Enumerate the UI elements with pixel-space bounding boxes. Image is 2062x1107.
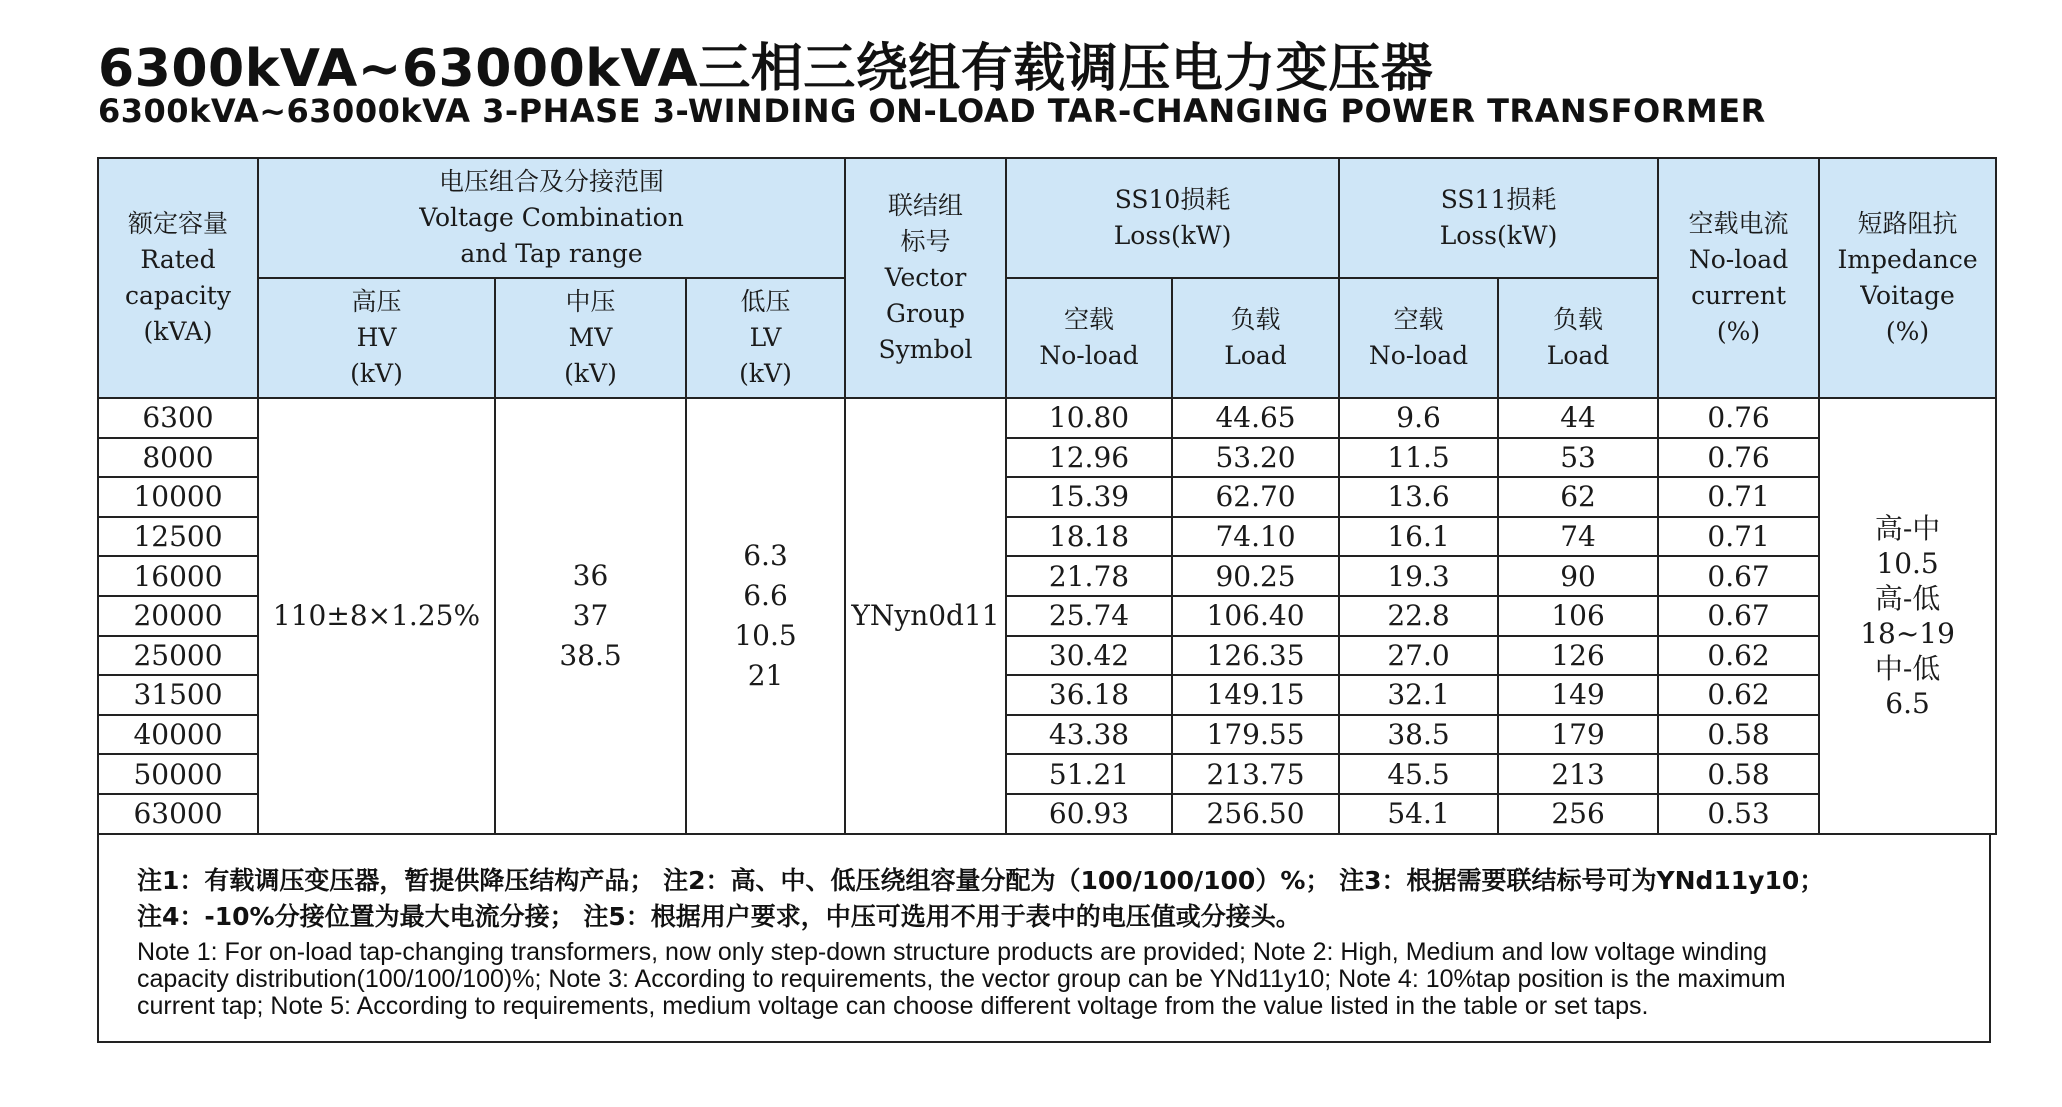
cell-ss11-no-load: 16.1 xyxy=(1339,517,1498,557)
table-row xyxy=(98,398,1996,438)
cell-no-load-current: 0.62 xyxy=(1658,636,1819,676)
cell-mv-values: 36 37 38.5 xyxy=(495,398,686,834)
cell-ss10-load: 53.20 xyxy=(1172,438,1339,478)
note-en xyxy=(137,939,1989,1020)
cell-no-load-current: 0.58 xyxy=(1658,754,1819,794)
cell-lv-values: 6.3 6.6 10.5 21 xyxy=(686,398,845,834)
cell-ss11-no-load: 32.1 xyxy=(1339,675,1498,715)
header-voltage-combination: 电压组合及分接范围 Voltage Combination and Tap range xyxy=(258,158,845,278)
cell-ss10-no-load: 51.21 xyxy=(1006,754,1172,794)
cell-ss10-load: 213.75 xyxy=(1172,754,1339,794)
note-en-line-1: Note 1: For on-load tap-changing transformers, now only step-down structure products are provided; Note 2: High, Medium and low voltage winding xyxy=(137,938,1768,966)
cell-capacity: 20000 xyxy=(98,596,258,636)
cell-ss10-load: 90.25 xyxy=(1172,556,1339,596)
cell-impedance-values: 高-中 10.5 高-低 18~19 中-低 6.5 xyxy=(1819,398,1996,834)
page-title-cn: 6300kVA~63000kVA三相三绕组有载调压电力变压器 xyxy=(98,39,1434,99)
cell-ss11-no-load: 54.1 xyxy=(1339,794,1498,834)
cell-ss10-no-load: 21.78 xyxy=(1006,556,1172,596)
cell-no-load-current: 0.67 xyxy=(1658,556,1819,596)
cell-ss11-no-load: 13.6 xyxy=(1339,477,1498,517)
cell-ss10-no-load: 60.93 xyxy=(1006,794,1172,834)
cell-capacity: 12500 xyxy=(98,517,258,557)
cell-ss10-no-load: 30.42 xyxy=(1006,636,1172,676)
notes-section xyxy=(97,835,1991,1043)
cell-ss11-load: 44 xyxy=(1498,398,1658,438)
header-ss11-loss: SS11损耗 Loss(kW) xyxy=(1339,158,1658,278)
cell-ss11-no-load: 38.5 xyxy=(1339,715,1498,755)
cell-no-load-current: 0.71 xyxy=(1658,517,1819,557)
cell-ss10-no-load: 43.38 xyxy=(1006,715,1172,755)
header-ss10-no-load: 空载 No-load xyxy=(1006,278,1172,398)
cell-ss10-load: 44.65 xyxy=(1172,398,1339,438)
cell-capacity: 16000 xyxy=(98,556,258,596)
cell-vector-group: YNyn0d11 xyxy=(845,398,1006,834)
cell-ss11-load: 126 xyxy=(1498,636,1658,676)
header-ss10-load: 负载 Load xyxy=(1172,278,1339,398)
header-rated-capacity: 额定容量 Rated capacity (kVA) xyxy=(98,158,258,398)
cell-no-load-current: 0.76 xyxy=(1658,438,1819,478)
cell-ss11-load: 62 xyxy=(1498,477,1658,517)
cell-no-load-current: 0.58 xyxy=(1658,715,1819,755)
cell-capacity: 25000 xyxy=(98,636,258,676)
header-ss11-no-load: 空载 No-load xyxy=(1339,278,1498,398)
note-en-line-2: capacity distribution(100/100/100)%; Note 3: According to requirements, the vector group can be YNd11y10; Note 4: 10%tap position is the maximum xyxy=(137,965,1786,993)
cell-ss11-no-load: 45.5 xyxy=(1339,754,1498,794)
header-vector-group: 联结组 标号 Vector Group Symbol xyxy=(845,158,1006,398)
cell-ss11-load: 74 xyxy=(1498,517,1658,557)
cell-ss11-no-load: 9.6 xyxy=(1339,398,1498,438)
spec-table xyxy=(97,157,1997,835)
cell-no-load-current: 0.71 xyxy=(1658,477,1819,517)
header-ss11-load: 负载 Load xyxy=(1498,278,1658,398)
cell-ss11-load: 106 xyxy=(1498,596,1658,636)
cell-ss10-no-load: 18.18 xyxy=(1006,517,1172,557)
cell-no-load-current: 0.76 xyxy=(1658,398,1819,438)
cell-ss11-no-load: 27.0 xyxy=(1339,636,1498,676)
cell-ss11-load: 53 xyxy=(1498,438,1658,478)
cell-ss11-load: 256 xyxy=(1498,794,1658,834)
cell-capacity: 63000 xyxy=(98,794,258,834)
header-mv: 中压 MV (kV) xyxy=(495,278,686,398)
header-hv: 高压 HV (kV) xyxy=(258,278,495,398)
page-title-en: 6300kVA~63000kVA 3-PHASE 3-WINDING ON-LOAD TAR-CHANGING POWER TRANSFORMER xyxy=(98,92,1766,130)
header-lv: 低压 LV (kV) xyxy=(686,278,845,398)
note-en-line-3: current tap; Note 5: According to requirements, medium voltage can choose different voltage from the value listed in the table or set taps. xyxy=(137,992,1649,1020)
cell-ss10-load: 256.50 xyxy=(1172,794,1339,834)
cell-ss11-load: 213 xyxy=(1498,754,1658,794)
cell-capacity: 40000 xyxy=(98,715,258,755)
cell-hv-range: 110±8×1.25% xyxy=(258,398,495,834)
cell-ss10-no-load: 10.80 xyxy=(1006,398,1172,438)
cell-ss10-load: 62.70 xyxy=(1172,477,1339,517)
cell-ss10-no-load: 12.96 xyxy=(1006,438,1172,478)
header-no-load-current: 空载电流 No-load current (%) xyxy=(1658,158,1819,398)
cell-ss11-load: 90 xyxy=(1498,556,1658,596)
cell-ss10-no-load: 25.74 xyxy=(1006,596,1172,636)
cell-ss10-load: 149.15 xyxy=(1172,675,1339,715)
cell-capacity: 10000 xyxy=(98,477,258,517)
cell-ss10-no-load: 15.39 xyxy=(1006,477,1172,517)
cell-no-load-current: 0.62 xyxy=(1658,675,1819,715)
cell-ss11-load: 149 xyxy=(1498,675,1658,715)
cell-ss10-load: 126.35 xyxy=(1172,636,1339,676)
cell-ss10-load: 74.10 xyxy=(1172,517,1339,557)
cell-no-load-current: 0.67 xyxy=(1658,596,1819,636)
cell-ss11-no-load: 19.3 xyxy=(1339,556,1498,596)
cell-ss10-load: 106.40 xyxy=(1172,596,1339,636)
cell-no-load-current: 0.53 xyxy=(1658,794,1819,834)
cell-ss11-no-load: 22.8 xyxy=(1339,596,1498,636)
cell-ss10-load: 179.55 xyxy=(1172,715,1339,755)
note-cn-line-2: 注4：-10%分接位置为最大电流分接； 注5：根据用户要求，中压可选用不用于表中的电压值或分接头。 xyxy=(137,902,1301,931)
cell-capacity: 6300 xyxy=(98,398,258,438)
cell-capacity: 31500 xyxy=(98,675,258,715)
cell-ss10-no-load: 36.18 xyxy=(1006,675,1172,715)
note-cn-line-1: 注1：有载调压变压器，暂提供降压结构产品； 注2：高、中、低压绕组容量分配为（100/100/100）%； 注3：根据需要联结标号可为YNd11y10； xyxy=(137,866,1825,895)
cell-capacity: 50000 xyxy=(98,754,258,794)
cell-ss11-no-load: 11.5 xyxy=(1339,438,1498,478)
cell-ss11-load: 179 xyxy=(1498,715,1658,755)
header-impedance-voltage: 短路阻抗 Impedance Voitage (%) xyxy=(1819,158,1996,398)
cell-capacity: 8000 xyxy=(98,438,258,478)
header-ss10-loss: SS10损耗 Loss(kW) xyxy=(1006,158,1339,278)
